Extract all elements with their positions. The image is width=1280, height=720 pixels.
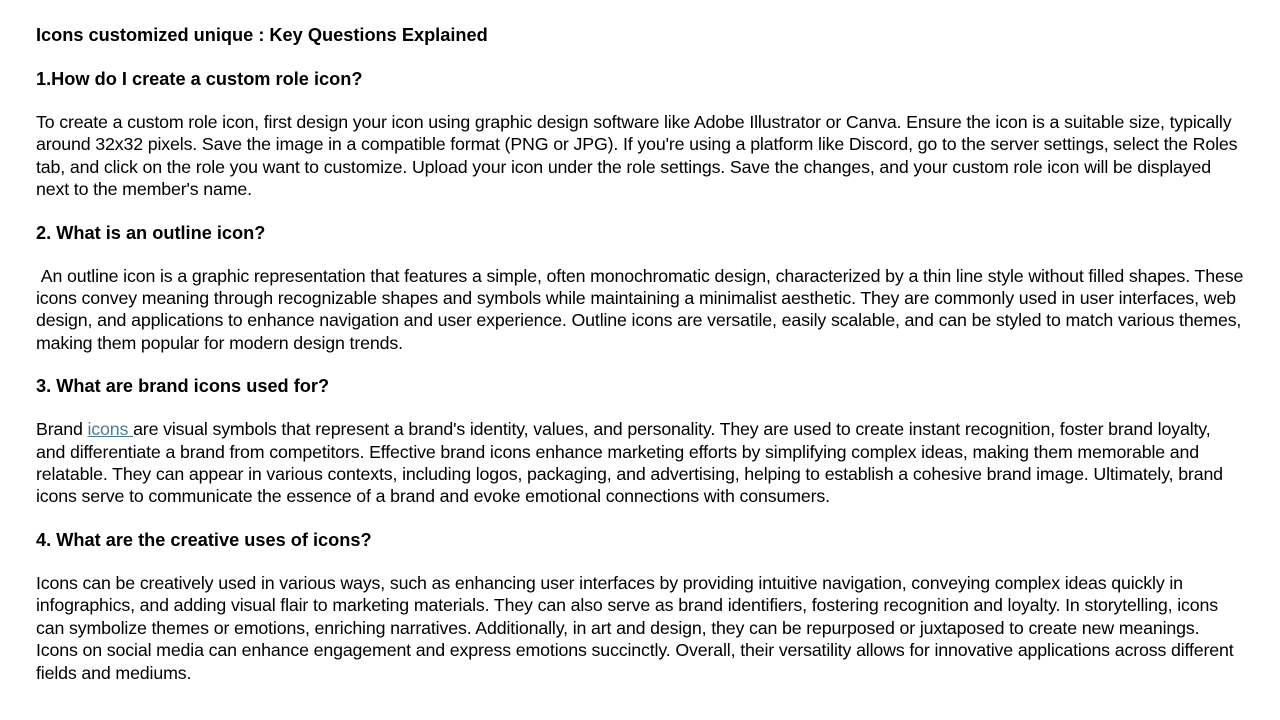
faq-answer-3-prefix: Brand bbox=[36, 419, 88, 440]
faq-question-3: 3. What are brand icons used for? bbox=[36, 376, 330, 397]
faq-question-2: 2. What is an outline icon? bbox=[36, 222, 266, 243]
icons-link[interactable]: icons bbox=[87, 419, 134, 440]
page-title: Icons customized unique : Key Questions Explained bbox=[36, 25, 488, 45]
faq-answer-3 bbox=[36, 418, 1244, 508]
faq-question-1: 1.How do I create a custom role icon? bbox=[36, 69, 363, 89]
faq-answer-4: Icons can be creatively used in various ways, such as enhancing user interfaces by providing intuitive navigation, conveying complex ideas quickly in infographics, and adding visual flair to marketing materials. They can also serve as brand identifiers, fostering recognition and loyalty. In storytelling, icons can symbolize themes or emotions, enriching narratives. Additionally, in art and design, they can be repurposed or juxtaposed to create new meanings. Icons on social media can enhance engagement and express emotions succinctly. Overall, their versatility allows for innovative applications across different fields and mediums. bbox=[36, 572, 1234, 683]
faq-answer-3-suffix: are visual symbols that represent a brand's identity, values, and personality. They are used to create instant recognition, foster brand loyalty, and differentiate a brand from competitors. Effective brand icons enhance marketing efforts by simplifying complex ideas, making them memorable and relatable. They can appear in various contexts, including logos, packaging, and advertising, helping to establish a cohesive brand image. Ultimately, brand icons serve to communicate the essence of a brand and evoke emotional connections with consumers. bbox=[36, 419, 1223, 507]
faq-question-4: 4. What are the creative uses of icons? bbox=[36, 529, 372, 550]
faq-answer-2: An outline icon is a graphic representation that features a simple, often monochromatic design, characterized by a thin line style without filled shapes. These icons convey meaning through recognizable shapes and symbols while maintaining a minimalist aesthetic. They are commonly used in user interfaces, web design, and applications to enhance navigation and user experience. Outline icons are versatile, easily scalable, and can be styled to match various themes, making them popular for modern design trends. bbox=[36, 265, 1249, 353]
faq-answer-1: To create a custom role icon, first design your icon using graphic design software like Adobe Illustrator or Canva. Ensure the icon is a suitable size, typically around 32x32 pixels. Save the image in a compatible format (PNG or JPG). If you're using a platform like Discord, go to the server settings, select the Roles tab, and click on the role you want to customize. Upload your icon under the role settings. Save the changes, and your custom role icon will be displayed next to the member's name. bbox=[36, 112, 1238, 200]
